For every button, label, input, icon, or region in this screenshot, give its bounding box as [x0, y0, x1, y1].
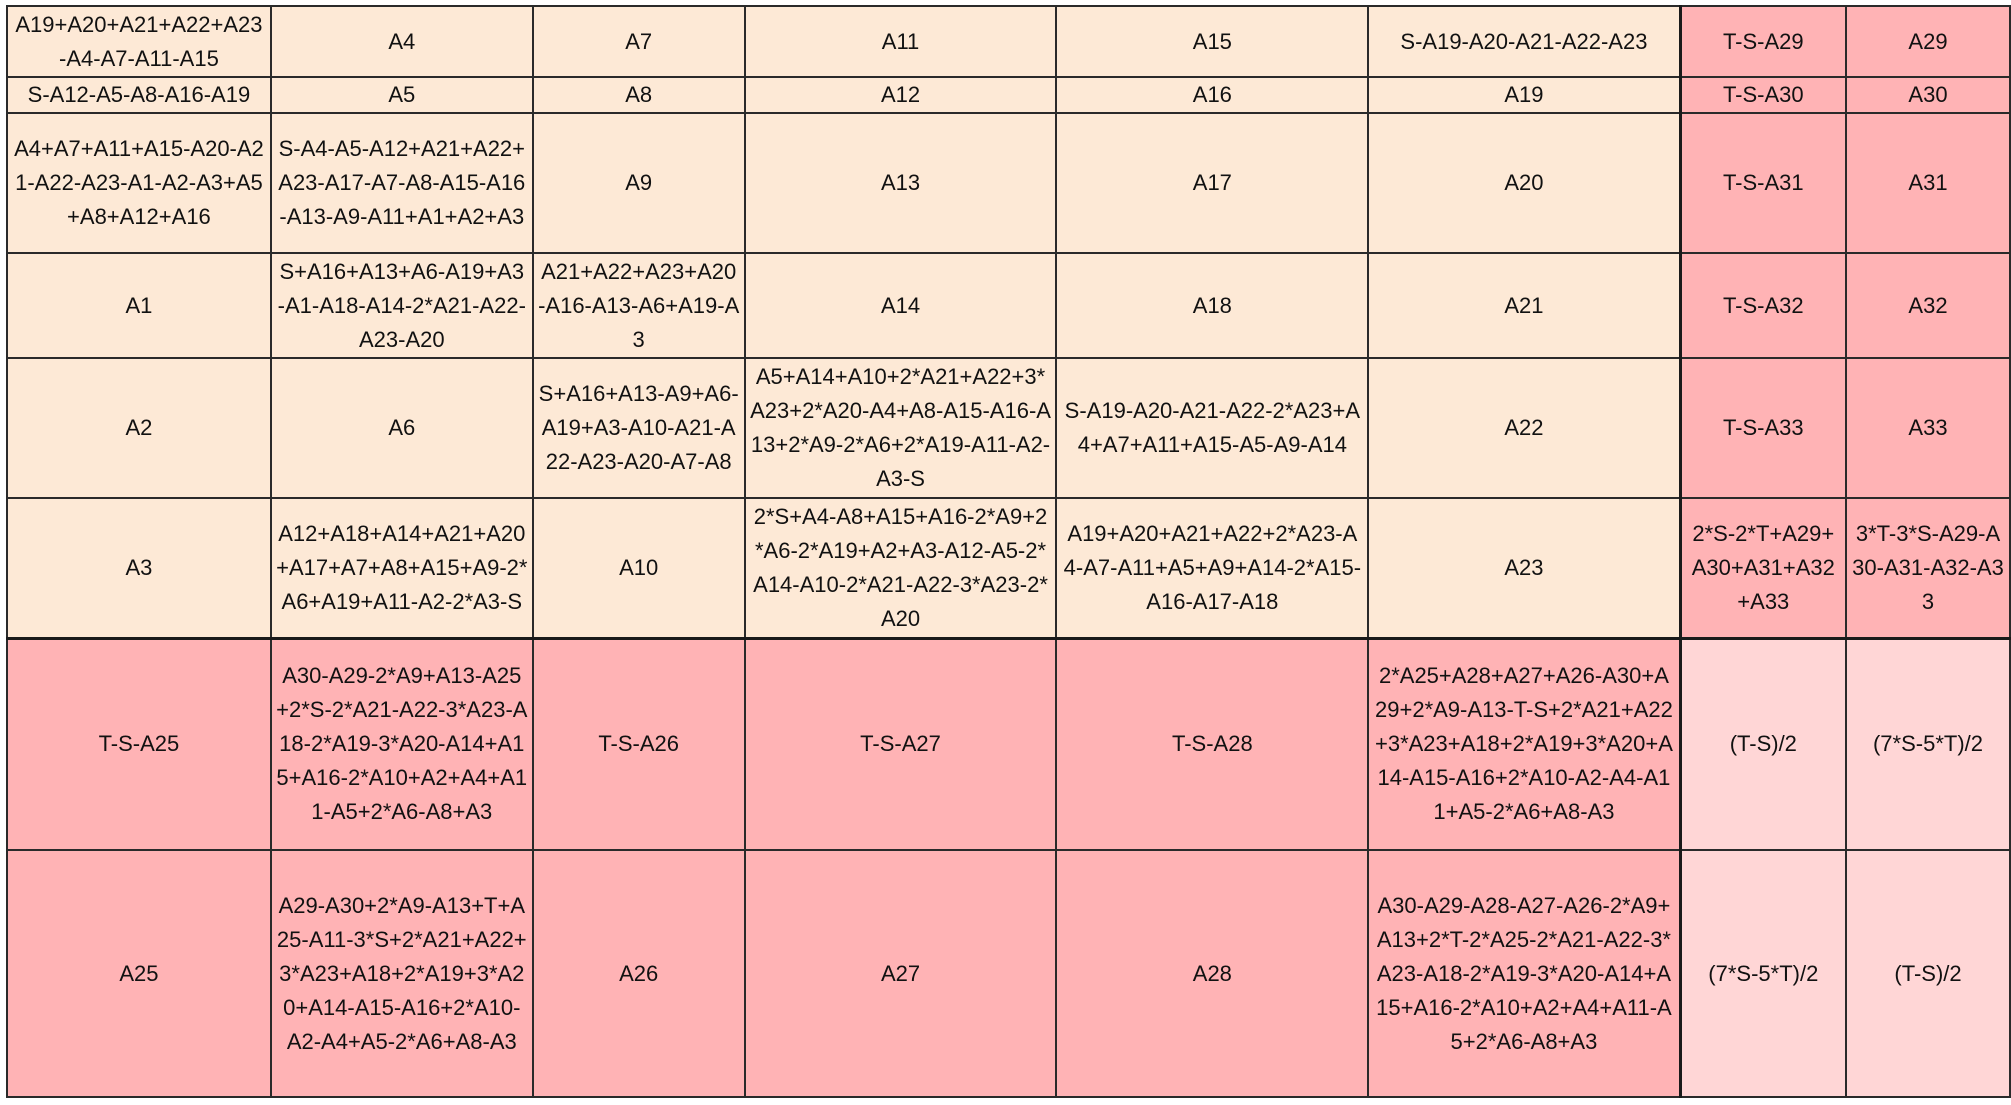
grid-cell[interactable]: A19+A20+A21+A22+2*A23-A4-A7-A11+A5+A9+A14-2*A15-A16-A17-A18 [1056, 498, 1368, 638]
grid-cell[interactable]: A13 [745, 113, 1057, 253]
grid-cell[interactable]: S-A12-A5-A8-A16-A19 [7, 77, 271, 113]
grid-cell[interactable]: T-S-A28 [1056, 638, 1368, 850]
empty-cell[interactable] [1368, 1097, 1680, 1105]
grid-row [7, 113, 2010, 253]
grid-row-empty [7, 1097, 2010, 1105]
grid-cell[interactable]: 2*S-2*T+A29+A30+A31+A32+A33 [1680, 498, 1846, 638]
grid-cell[interactable]: A21 [1368, 253, 1680, 358]
grid-cell[interactable]: A26 [533, 850, 745, 1097]
grid-row [7, 253, 2010, 358]
grid-cell[interactable]: A6 [271, 358, 533, 498]
grid-cell[interactable]: A4 [271, 6, 533, 77]
empty-cell[interactable] [745, 1097, 1057, 1105]
grid-cell[interactable]: A16 [1056, 77, 1368, 113]
empty-cell[interactable] [7, 1097, 271, 1105]
grid-cell[interactable]: A28 [1056, 850, 1368, 1097]
grid-cell[interactable]: A31 [1846, 113, 2010, 253]
grid-cell[interactable]: A14 [745, 253, 1057, 358]
grid-cell[interactable]: A1 [7, 253, 271, 358]
grid-cell[interactable]: A7 [533, 6, 745, 77]
grid-row [7, 358, 2010, 498]
grid-cell[interactable]: A3 [7, 498, 271, 638]
grid-cell[interactable]: A25 [7, 850, 271, 1097]
grid-cell[interactable]: S+A16+A13+A6-A19+A3-A1-A18-A14-2*A21-A22-A23-A20 [271, 253, 533, 358]
grid-row [7, 850, 2010, 1097]
grid-cell[interactable]: A22 [1368, 358, 1680, 498]
grid-cell[interactable]: T-S-A26 [533, 638, 745, 850]
grid-cell[interactable]: A9 [533, 113, 745, 253]
grid-cell[interactable]: S-A19-A20-A21-A22-A23 [1368, 6, 1680, 77]
grid-cell[interactable]: 2*A25+A28+A27+A26-A30+A29+2*A9-A13-T-S+2*A21+A22+3*A23+A18+2*A19+3*A20+A14-A15-A16+2*A10-A2-A4-A11+A5-2*A6+A8-A3 [1368, 638, 1680, 850]
grid-cell[interactable]: A12+A18+A14+A21+A20+A17+A7+A8+A15+A9-2*A6+A19+A11-A2-2*A3-S [271, 498, 533, 638]
grid-cell[interactable]: A20 [1368, 113, 1680, 253]
grid-cell[interactable]: A15 [1056, 6, 1368, 77]
grid-cell[interactable]: T-S-A33 [1680, 358, 1846, 498]
grid-row [7, 77, 2010, 113]
grid-cell[interactable]: T-S-A32 [1680, 253, 1846, 358]
grid-cell[interactable]: A5+A14+A10+2*A21+A22+3*A23+2*A20-A4+A8-A15-A16-A13+2*A9-2*A6+2*A19-A11-A2-A3-S [745, 358, 1057, 498]
grid-cell[interactable]: S-A4-A5-A12+A21+A22+A23-A17-A7-A8-A15-A16-A13-A9-A11+A1+A2+A3 [271, 113, 533, 253]
grid-cell[interactable]: A21+A22+A23+A20-A16-A13-A6+A19-A3 [533, 253, 745, 358]
grid-cell[interactable]: A4+A7+A11+A15-A20-A21-A22-A23-A1-A2-A3+A5+A8+A12+A16 [7, 113, 271, 253]
grid-cell[interactable]: A30 [1846, 77, 2010, 113]
empty-cell[interactable] [1846, 1097, 2010, 1105]
grid-cell[interactable]: T-S-A27 [745, 638, 1057, 850]
grid-row [7, 6, 2010, 77]
empty-cell[interactable] [533, 1097, 745, 1105]
grid-cell[interactable]: (T-S)/2 [1680, 638, 1846, 850]
magic-square-grid [6, 5, 2011, 1105]
grid-cell[interactable]: A10 [533, 498, 745, 638]
grid-cell[interactable]: A29-A30+2*A9-A13+T+A25-A11-3*S+2*A21+A22+3*A23+A18+2*A19+3*A20+A14-A15-A16+2*A10-A2-A4+A5-2*A6+A8-A3 [271, 850, 533, 1097]
empty-cell[interactable] [1056, 1097, 1368, 1105]
grid-cell[interactable]: A33 [1846, 358, 2010, 498]
grid-cell[interactable]: A30-A29-A28-A27-A26-2*A9+A13+2*T-2*A25-2*A21-A22-3*A23-A18-2*A19-3*A20-A14+A15+A16-2*A10+A2+A4+A11-A5+2*A6-A8+A3 [1368, 850, 1680, 1097]
grid-cell[interactable]: S-A19-A20-A21-A22-2*A23+A4+A7+A11+A15-A5-A9-A14 [1056, 358, 1368, 498]
grid-row [7, 498, 2010, 638]
grid-cell[interactable]: A23 [1368, 498, 1680, 638]
grid-cell[interactable]: A30-A29-2*A9+A13-A25+2*S-2*A21-A22-3*A23-A18-2*A19-3*A20-A14+A15+A16-2*A10+A2+A4+A11-A5+2*A6-A8+A3 [271, 638, 533, 850]
grid-cell[interactable]: A32 [1846, 253, 2010, 358]
grid-body [7, 6, 2010, 1105]
grid-cell[interactable]: 3*T-3*S-A29-A30-A31-A32-A33 [1846, 498, 2010, 638]
grid-cell[interactable]: T-S-A29 [1680, 6, 1846, 77]
grid-cell[interactable]: A5 [271, 77, 533, 113]
grid-cell[interactable]: A8 [533, 77, 745, 113]
empty-cell[interactable] [271, 1097, 533, 1105]
grid-cell[interactable]: A11 [745, 6, 1057, 77]
grid-cell[interactable]: (T-S)/2 [1846, 850, 2010, 1097]
grid-cell[interactable]: A12 [745, 77, 1057, 113]
grid-cell[interactable]: A27 [745, 850, 1057, 1097]
empty-cell[interactable] [1680, 1097, 1846, 1105]
grid-cell[interactable]: (7*S-5*T)/2 [1846, 638, 2010, 850]
grid-cell[interactable]: S+A16+A13-A9+A6-A19+A3-A10-A21-A22-A23-A20-A7-A8 [533, 358, 745, 498]
grid-cell[interactable]: A2 [7, 358, 271, 498]
grid-cell[interactable]: A19+A20+A21+A22+A23-A4-A7-A11-A15 [7, 6, 271, 77]
grid-cell[interactable]: 2*S+A4-A8+A15+A16-2*A9+2*A6-2*A19+A2+A3-A12-A5-2*A14-A10-2*A21-A22-3*A23-2*A20 [745, 498, 1057, 638]
grid-cell[interactable]: A17 [1056, 113, 1368, 253]
grid-cell[interactable]: T-S-A25 [7, 638, 271, 850]
grid-cell[interactable]: A29 [1846, 6, 2010, 77]
grid-cell[interactable]: (7*S-5*T)/2 [1680, 850, 1846, 1097]
grid-cell[interactable]: T-S-A30 [1680, 77, 1846, 113]
grid-row [7, 638, 2010, 850]
grid-cell[interactable]: A19 [1368, 77, 1680, 113]
grid-cell[interactable]: T-S-A31 [1680, 113, 1846, 253]
grid-cell[interactable]: A18 [1056, 253, 1368, 358]
